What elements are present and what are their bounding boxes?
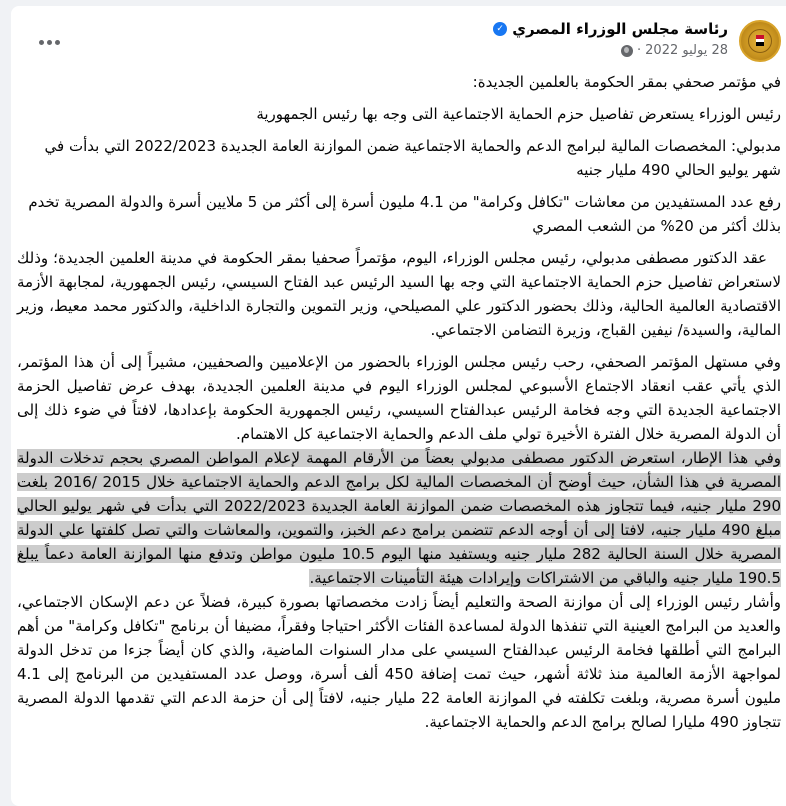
more-options-button[interactable] <box>31 24 67 60</box>
egypt-flag-icon <box>756 35 764 46</box>
headline-3: مدبولي: المخصصات المالية لبرامج الدعم والحماية الاجتماعية ضمن الموازنة العامة الجديدة 2022/2023 التي بدأت في شهر يوليو الحالي 490 مليار جنيه <box>44 137 781 179</box>
dot-icon <box>47 40 52 45</box>
headline-4: رفع عدد المستفيدين من معاشات "تكافل وكرامة" من 4.1 مليون أسرة إلى أكثر من 5 ملايين أسرة والدولة المصرية تخدم بذلك أكثر من 20% من الشعب المصري <box>28 193 781 235</box>
headline-2: رئيس الوزراء يستعرض تفاصيل حزم الحماية الاجتماعية التى وجه بها رئيس الجمهورية <box>256 105 781 123</box>
meta-separator: · <box>637 43 642 58</box>
page-name: رئاسة مجلس الوزراء المصري <box>512 20 728 38</box>
dot-icon <box>39 40 44 45</box>
post-date[interactable]: 28 يوليو 2022 <box>645 43 728 58</box>
page-name-link[interactable] <box>493 20 728 38</box>
post-header <box>11 6 786 66</box>
page-avatar[interactable] <box>739 20 781 62</box>
paragraph-3-highlighted <box>17 446 781 590</box>
post-body <box>17 70 781 742</box>
highlighted-text: وفي هذا الإطار، استعرض الدكتور مصطفى مدبولي بعضاً من الأرقام المهمة لإعلام المواطن المصري بحجم تدخلات الدولة المصرية في هذا الشأن، حيث أوضح أن المخصصات المالية لكل برامج الدعم والحماية الاجتماعية خلال 2015 /2016 بلغت 290 مليار جنيه، فيما تتجاوز هذه المخصصات ضمن الموازنة العامة الجديدة 2022/2023 التي بدأت في شهر يوليو الحالي مبلغ 490 مليار جنيه، لافتا إلى أن أوجه الدعم تتضمن برامج دعم الخبز، والتموين، والمعاشات والتي تصل كلفتها علي الدولة المصرية خلال السنة الحالية 282 مليار جنيه ويستفيد منها اليوم 10.5 مليون مواطن وتدفع منها الموازنة العامة دعماً يبلغ 190.5 مليار جنيه والباقي من الاشتراكات وإيرادات هيئة التأمينات الاجتماعية. <box>17 449 782 587</box>
verified-badge-icon: ✓ <box>493 22 507 36</box>
paragraph-4: وأشار رئيس الوزراء إلى أن موازنة الصحة والتعليم أيضاً زادت مخصصاتها بصورة كبيرة، فضلاً عن دعم الإسكان الاجتماعي، والعديد من البرامج العينية التي تنفذها الدولة لمساعدة الفئات الأكثر احتياجا وفقراً، مضيفا أن برنامج "تكافل وكرامة" من أهم البرامج التي أطلقها فخامة الرئيس عبدالفتاح السيسي على مدار السنوات الماضية، والذي كان أيضاً جزءا من تدخل الدولة لمواجهة الأزمة العالمية منذ ثلاثة أشهر، حيث تمت إضافة 450 ألف أسرة، ووصل عدد المستفيدين من البرنامج إلى 4.1 مليون أسرة مصرية، وبلغت تكلفته في الموازنة العامة 22 مليار جنيه، لافتاً إلى أن حزمة الدعم التي تقدمها الدولة المصرية تتجاوز 490 مليارا لصالح برامج الدعم والحماية الاجتماعية. <box>17 593 781 731</box>
globe-icon[interactable] <box>621 45 633 57</box>
post-card <box>11 6 786 806</box>
post-meta <box>621 43 728 58</box>
headline-1: في مؤتمر صحفي بمقر الحكومة بالعلمين الجديدة: <box>472 73 781 91</box>
paragraph-2: وفي مستهل المؤتمر الصحفي، رحب رئيس مجلس الوزراء بالحضور من الإعلاميين والصحفيين، مشيراً إلى أن هذا المؤتمر، الذي يأتي عقب انعقاد الاجتماع الأسبوعي لمجلس الوزراء اليوم في مدينة العلمين الجديدة، بهدف عرض تفاصيل الحزمة الاجتماعية الجديدة التي وجه فخامة الرئيس عبدالفتاح السيسي، رئيس الجمهورية الحكومة بإعدادها، لافتاً في ضوء ذلك إلى أن الدولة المصرية خلال الفترة الأخيرة تولي ملف الدعم والحماية الاجتماعية كل الاهتمام. <box>17 353 781 443</box>
dot-icon <box>55 40 60 45</box>
paragraph-1: عقد الدكتور مصطفى مدبولي، رئيس مجلس الوزراء، اليوم، مؤتمراً صحفيا بمقر الحكومة في مدينة العلمين الجديدة؛ وذلك لاستعراض تفاصيل حزم الحماية الاجتماعية التي وجه بها السيد الرئيس عبد الفتاح السيسي، رئيس الجمهورية، لمجابهة الأزمة الاقتصادية العالمية الحالية، وذلك بحضور الدكتور علي المصيلحي، وزير التموين والتجارة الداخلية، والدكتور محمد معيط، وزير المالية، والسيدة/ نيفين القباج، وزيرة التضامن الاجتماعي. <box>17 249 781 339</box>
